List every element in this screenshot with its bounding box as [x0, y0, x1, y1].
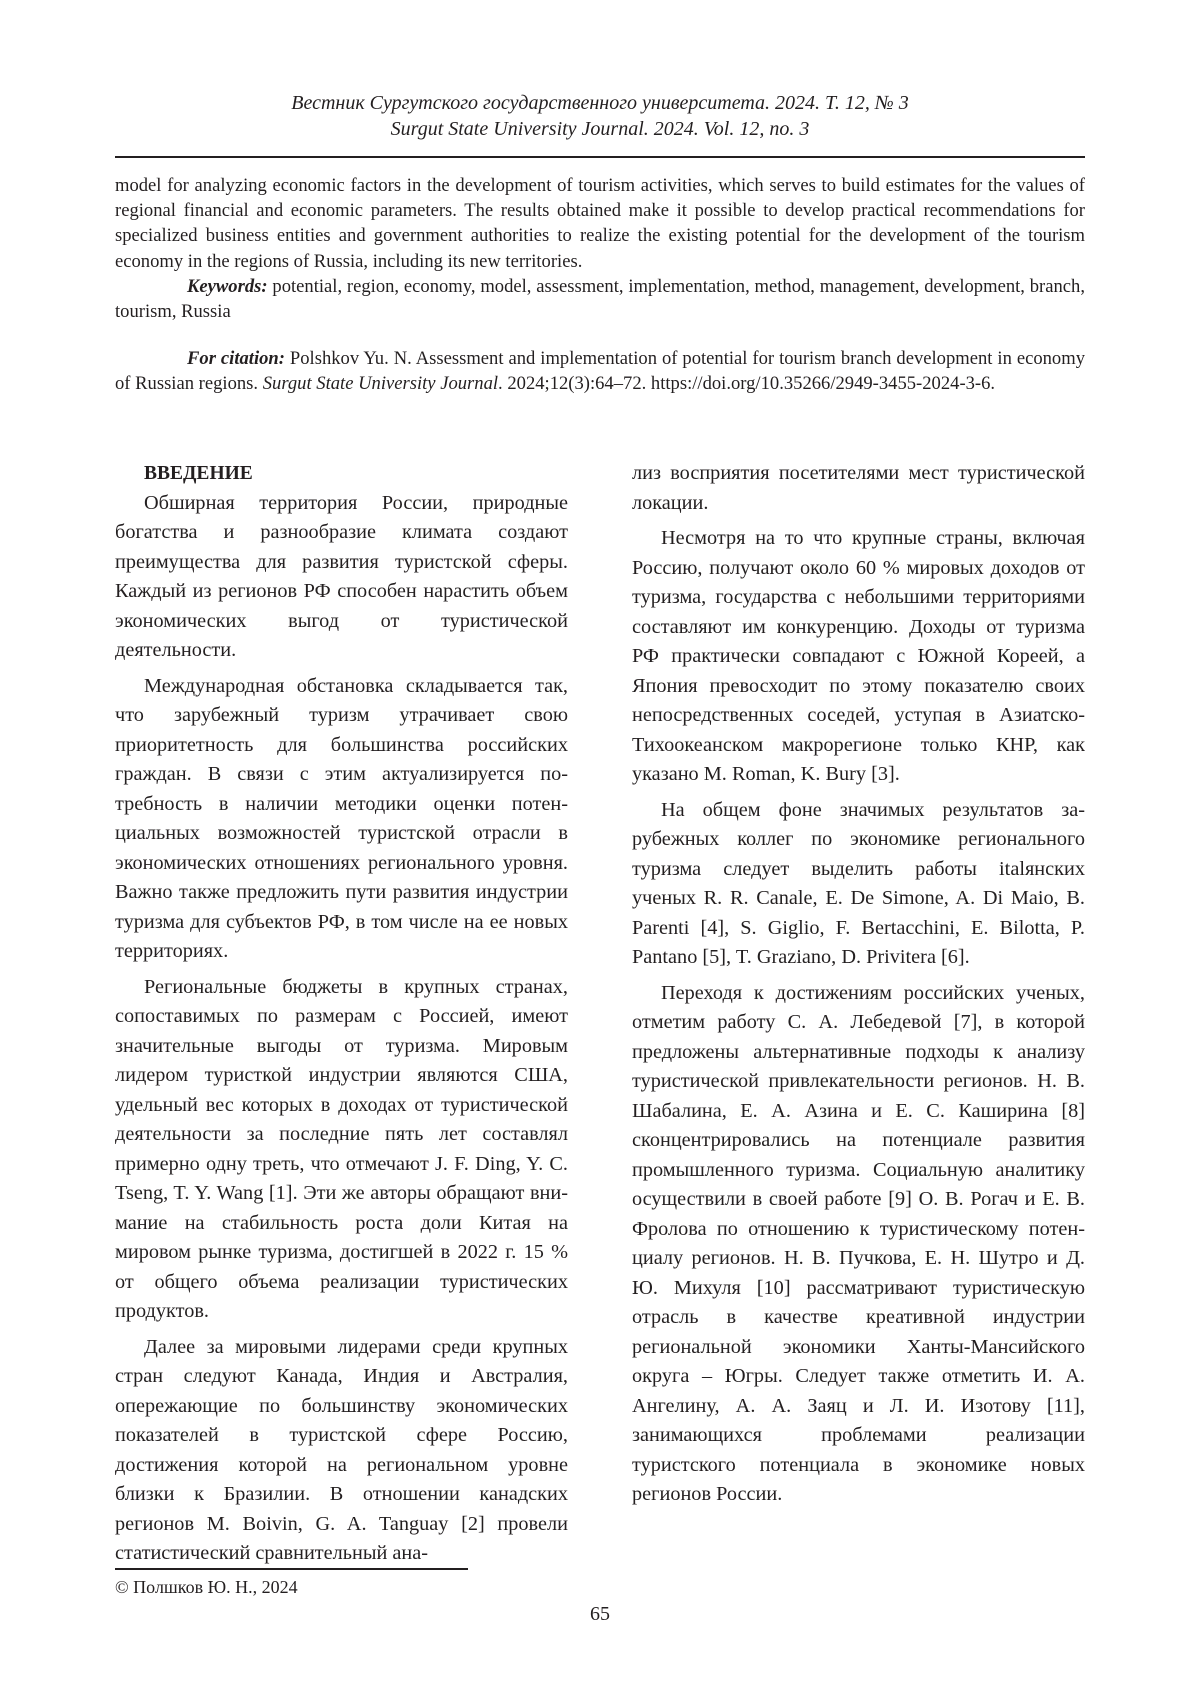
keywords-label: Keywords:	[187, 275, 268, 297]
right-column	[632, 459, 1085, 1516]
citation-block	[115, 346, 1085, 396]
header-divider	[115, 156, 1085, 158]
citation-journal: Surgut State University Journal	[262, 373, 499, 395]
citation-label: For citation:	[187, 348, 285, 369]
copyright-notice: © Полшков Ю. Н., 2024	[115, 1577, 298, 1597]
paragraph: На общем фоне значимых результатов зарубежных коллег по экономике регионального туризма следует выделить работы italянских ученых R. R. Canale, E. De Simone, A. Di Maio, B. Parenti [4], S. Giglio, F. Bertacchini, E. Bilotta, P. Pantano [5], T. Graziano, D. Privitera [6].	[632, 798, 1085, 968]
paragraph-continuation: лиз восприятия посетителями мест туристической локации.	[632, 462, 1085, 514]
journal-title-en: Surgut State University Journal. 2024. Vol. 12, no. 3	[390, 118, 810, 140]
paragraph: Международная обстановка складывается так, что зарубежный туризм утрачивает свою приоритетность для большинства российских граждан. В связи с этим актуализируется потребность в наличии методики оценки потенциальных возможностей туристской отрасли в экономических отношениях регионального уровня. Важно также предложить пути развития индустрии туризма для субъектов РФ, в том числе на ее новых территориях.	[115, 674, 568, 962]
journal-title-ru: Вестник Сургутского государственного университета. 2024. Т. 12, № 3	[291, 92, 909, 114]
paragraph: Обширная территория России, природные богатства и разнообразие климата создают преимущества для развития туристской сферы. Каждый из регионов РФ способен нарастить объем экономических выгод от туристической деятельности.	[115, 491, 568, 661]
citation-doi: . 2024;12(3):64–72. https://doi.org/10.35266/2949-3455-2024-3-6.	[498, 373, 996, 395]
section-heading: ВВЕДЕНИЕ	[144, 463, 253, 484]
citation-paragraph	[115, 346, 1085, 396]
paragraph: Далее за мировыми лидерами среди крупных стран следуют Канада, Индия и Австралия, опережающие по большинству экономических показателей в туристской сфере Россию, достижения которой на региональном уровне близки к Бразилии. В отношении канадских регионов M. Boivin, G. A. Tanguay [2] провели статистический сравнительный ана-	[115, 1335, 568, 1564]
page-number: 65	[590, 1603, 610, 1625]
running-head	[115, 90, 1085, 142]
footnote-divider	[115, 1568, 468, 1570]
abstract-continuation	[115, 173, 1085, 324]
citation-text: Polshkov Yu. N. Assessment and implementation of potential for tourism branch development in economy of Russian regions.	[115, 348, 1085, 395]
left-column	[115, 459, 568, 1575]
keywords-text: potential, region, economy, model, assessment, implementation, method, management, development, branch, tourism, Russia	[115, 275, 1085, 323]
paragraph: Переходя к достижениям российских ученых, отметим работу С. А. Лебедевой [7], в которой предложены альтернативные подходы к анализу туристической привлекательности регионов. Н. В. Шабалина, Е. А. Азина и Е. С. Каширина [8] сконцентрировались на потенциале развития промышленного туризма. Социальную аналитику осуществили в своей работе [9] О. В. Рогач и Е. В. Фролова по отношению к туристическому потенциалу регионов. Н. В. Пучкова, Е. Н. Шутро и Д. Ю. Михуля [10] рассматривают туристическую отрасль в качестве креативной индустрии региональной экономики Ханты-Мансийского округа – Югры. Следует также отметить И. А. Ангелину, А. А. Заяц и Л. И. Изотову [11], занимающихся проблемами реализации туристского потенциала в экономике новых регионов России.	[632, 981, 1085, 1505]
abstract-text: model for analyzing economic factors in the development of tourism activities, which serves to build estimates for the values of regional financial and economic parameters. The results obtained make it possible to develop practical recommendations for specialized business entities and government authorities to realize the existing potential for the development of the tourism economy in the regions of Russia, including its new territories.	[115, 175, 1085, 272]
paragraph: Несмотря на то что крупные страны, включая Россию, получают около 60 % мировых доходов от туризма, государства с небольшими территориями составляют им конкуренцию. Доходы от туризма РФ практически совпадают с Южной Кореей, а Япония превосходит по этому показателю своих непосредственных соседей, уступая в Азиатско-Тихоокеанском макрорегионе только КНР, как указано M. Roman, K. Bury [3].	[632, 527, 1085, 785]
keywords-paragraph	[115, 274, 1085, 324]
paragraph: Региональные бюджеты в крупных странах, сопоставимых по размерам с Россией, имеют значительные выгоды от туризма. Мировым лидером туристкой индустрии являются США, удельный вес которых в доходах от туристической деятельности за последние пять лет составлял примерно одну треть, что отмечают J. F. Ding, Y. C. Tseng, T. Y. Wang [1]. Эти же авторы обращают внимание на стабильность роста доли Китая на мировом рынке туризма, достигшей в 2022 г. 15 % от общего объема реализации туристических продуктов.	[115, 975, 568, 1322]
